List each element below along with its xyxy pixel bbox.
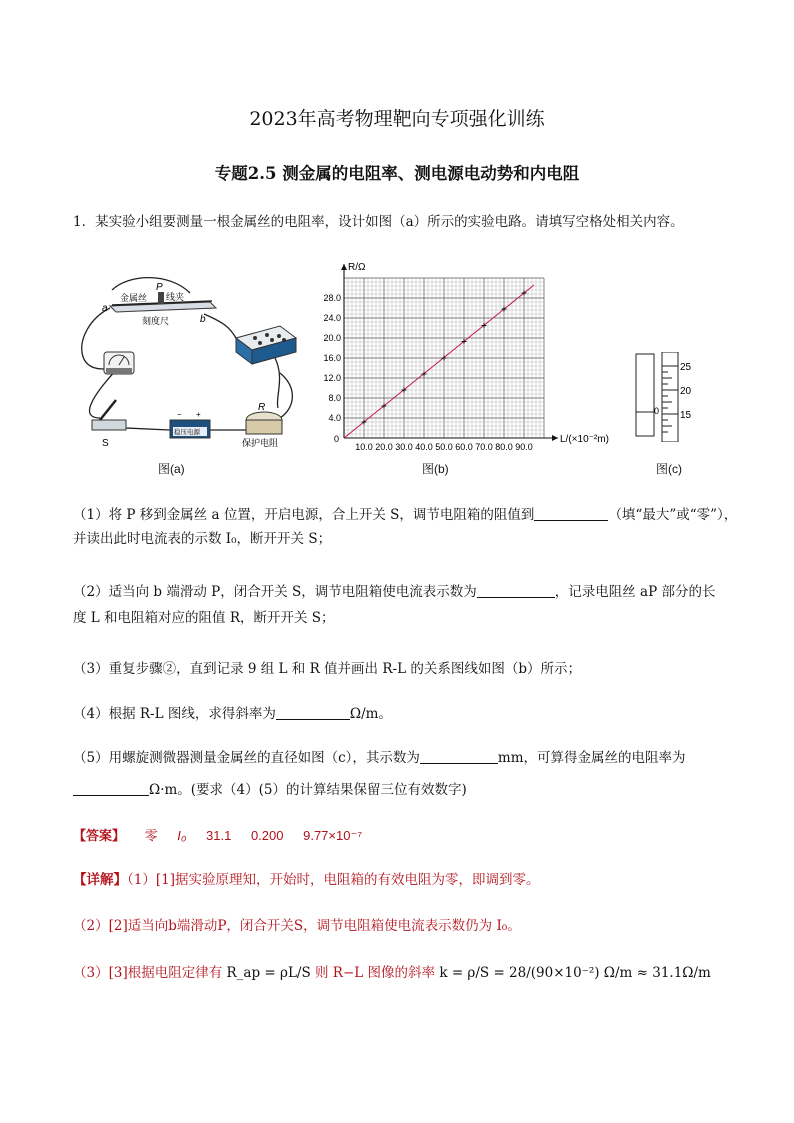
x-tick-labels (355, 442, 533, 452)
figure-c-caption: 图(c) (656, 462, 682, 476)
x-tick-label: 50.0 (435, 442, 453, 452)
clip-p-label: P (156, 282, 163, 293)
step-2-text-a: （2）适当向 b 端滑动 P，闭合开关 S，调节电阻箱使电流表示数为 (73, 584, 477, 600)
step-3: （3）重复步骤②，直到记录 9 组 L 和 R 值并画出 R-L 的关系图线如图（b）所示； (73, 661, 581, 677)
step-2-cont: 度 L 和电阻箱对应的阻值 R，断开开关 S； (73, 610, 335, 626)
chart-marks (344, 285, 534, 438)
answer-2: I₀ (177, 828, 187, 843)
protect-label: 保护电阻 (242, 438, 279, 448)
x-axis-label: L/(×10⁻²m) (560, 434, 609, 445)
answer-label: 【答案】 (73, 828, 126, 843)
end-a-label: a (102, 303, 108, 314)
wire-label: 金属丝 (120, 293, 148, 303)
x-axis-arrow (552, 435, 558, 441)
r-l-chart (322, 256, 622, 456)
x-tick-label: 30.0 (395, 442, 413, 452)
y-axis-arrow (341, 264, 347, 270)
step-5-text-a: （5）用螺旋测微器测量金属丝的直径如图（c），其示数为 (73, 750, 420, 766)
blank-1[interactable] (534, 506, 608, 521)
y-tick-label: 24.0 (323, 313, 341, 323)
explanation-text-3b: 则 R−L 图像的斜率 (315, 965, 436, 981)
answer-1: 零 (144, 828, 158, 843)
answer-5: 9.77×10⁻⁷ (303, 828, 363, 843)
power-label: 稳压电源 (174, 429, 200, 436)
step-2-text-b: ，记录电阻丝 aP 部分的长 (554, 584, 716, 600)
y-tick-label: 20.0 (323, 333, 341, 343)
figure-a-caption: 图(a) (158, 462, 185, 476)
explanation-line-1 (73, 870, 539, 890)
y-tick-label: 16.0 (323, 353, 341, 363)
step-2 (73, 582, 715, 602)
y-tick-label: 4.0 (328, 413, 341, 423)
scale-zero: 0 (654, 406, 660, 416)
step-4-text-b: Ω/m。 (349, 706, 392, 722)
step-5-text-b: mm，可算得金属丝的电阻率为 (497, 750, 686, 766)
y-tick-label: 28.0 (323, 293, 341, 303)
x-tick-label: 70.0 (475, 442, 493, 452)
x-tick-label: 80.0 (495, 442, 513, 452)
explanation-text-3a: （3）[3]根据电阻定律有 (73, 965, 223, 981)
circuit-diagram (70, 268, 310, 478)
blank-2[interactable] (477, 583, 555, 598)
step-5 (73, 748, 686, 768)
explanation-line-3 (73, 963, 711, 983)
step-1 (73, 505, 737, 525)
step-4-text-a: （4）根据 R-L 图线，求得斜率为 (73, 706, 276, 722)
x-tick-label: 90.0 (515, 442, 533, 452)
y-tick-label: 8.0 (328, 393, 341, 403)
step-1-text-a: （1）将 P 移到金属丝 a 位置，开启电源，合上开关 S，调节电阻箱的阻值到 (73, 507, 535, 523)
scale-15: 15 (680, 410, 692, 421)
explanation-label: 【详解】 (73, 872, 127, 888)
question-intro: 1．某实验小组要测量一根金属丝的电阻率，设计如图（a）所示的实验电路。请填写空格处相关内容。 (73, 214, 684, 230)
answer-3: 31.1 (206, 828, 232, 843)
blank-5[interactable] (73, 781, 149, 796)
fit-line (344, 285, 534, 438)
end-b-label: b (200, 314, 206, 325)
ruler-label: 刻度尺 (142, 316, 170, 326)
blank-4[interactable] (420, 749, 498, 764)
topic-subtitle: 专题2.5 测金属的电阻率、测电源电动势和内电阻 (214, 164, 580, 183)
slope-formula: k = ρ/S = 28/(90×10⁻²) Ω/m ≈ 31.1Ω/m (439, 965, 711, 981)
step-1-cont: 并读出此时电流表的示数 I₀，断开开关 S； (73, 531, 332, 547)
step-5-text-c: Ω·m。(要求（4）(5）的计算结果保留三位有效数字) (149, 782, 467, 798)
explanation-text-1: （1）[1]据实验原理知，开始时，电阻箱的有效电阻为零，即调到零。 (127, 872, 540, 888)
minus-label: − (177, 410, 182, 419)
step-1-text-b: （填“最大”或“零”）， (608, 507, 738, 523)
resistor-r-label: R (258, 402, 266, 413)
answer-4: 0.200 (250, 828, 284, 843)
step-4 (73, 704, 392, 724)
scale-20: 20 (680, 386, 692, 397)
x-tick-label: 60.0 (455, 442, 473, 452)
clip-label: 线夹 (166, 292, 185, 302)
scale-25: 25 (680, 362, 692, 373)
figure-b-caption: 图(b) (422, 462, 449, 476)
x-tick-label: 10.0 (355, 442, 373, 452)
answer-line (73, 825, 378, 844)
x-tick-label: 40.0 (415, 442, 433, 452)
y-tick-labels (323, 293, 341, 423)
micrometer-diagram (632, 352, 712, 442)
resistance-formula: R_ap = ρL/S (226, 965, 311, 981)
explanation-line-2: （2）[2]适当向b端滑动P，闭合开关S，调节电阻箱使电流表示数仍为 I₀。 (73, 918, 521, 934)
y-axis-label: R/Ω (348, 262, 366, 273)
page-title: 2023年高考物理靶向专项强化训练 (249, 108, 545, 130)
origin-label: 0 (334, 434, 340, 444)
switch-label: S (102, 438, 109, 449)
y-tick-label: 12.0 (323, 373, 341, 383)
plus-label: + (196, 410, 201, 419)
x-tick-label: 20.0 (375, 442, 393, 452)
step-5-cont (73, 780, 467, 800)
blank-3[interactable] (276, 705, 350, 720)
